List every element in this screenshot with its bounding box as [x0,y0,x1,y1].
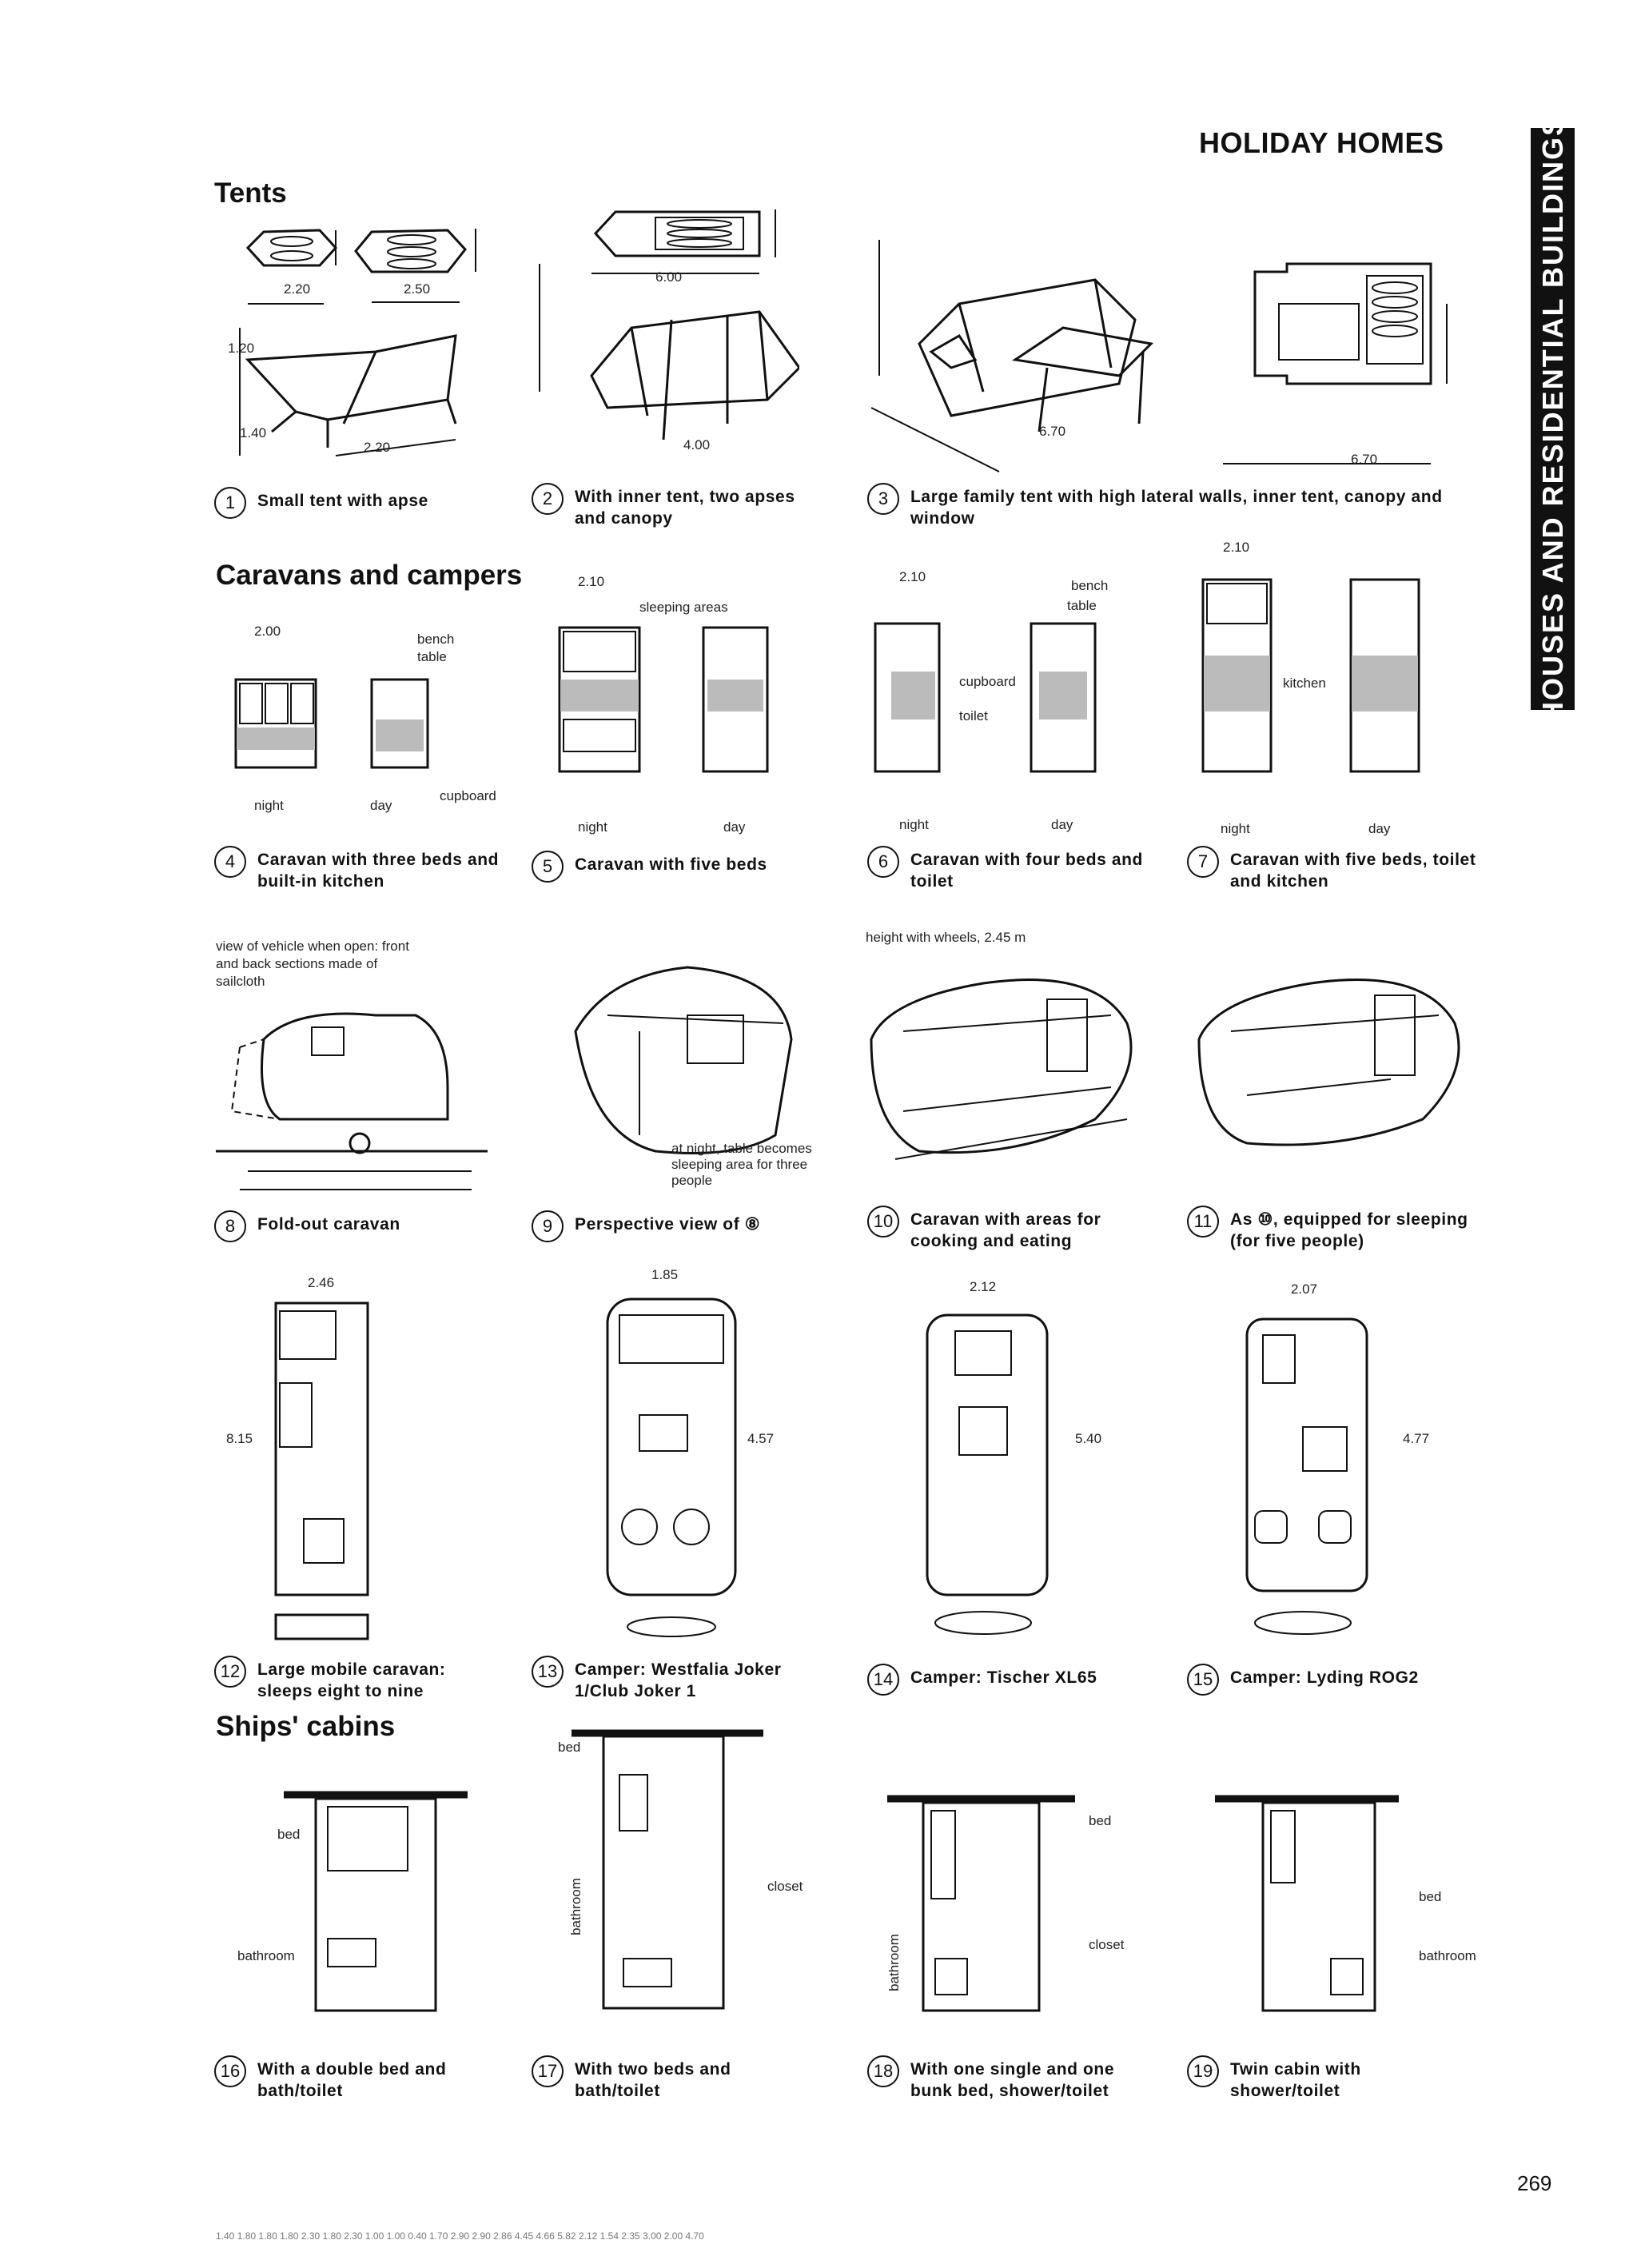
caption-7 [1187,849,1491,892]
dim-label: 1.80 [258,2230,281,2242]
section-ships: Ships' cabins [216,1711,396,1742]
caption-text: Camper: Westfalia Joker 1/Club Joker 1 [575,1660,782,1700]
caption-text: With two beds and bath/toilet [575,2060,731,2100]
day-label: day [370,798,392,813]
section-sidebar [1531,114,1575,723]
caption-text: With one single and one bunk bed, shower/toilet [910,2060,1115,2100]
bathroom-label: bathroom [568,1878,584,1935]
figure-number: 3 [867,483,899,515]
dim-label: 2.30 [344,2230,365,2242]
caption-9 [532,1214,819,1242]
figure-number: 5 [532,851,564,883]
figure-number: 12 [214,1656,246,1688]
figure-number: 16 [214,2055,246,2087]
caption-text: Caravan with five beds [575,855,767,874]
caption-16 [214,2059,478,2102]
caption-text: Caravan with three beds and built-in kitchen [257,851,500,891]
caption-2 [532,486,827,529]
page-number: 269 [1517,2171,1552,2195]
dim-label: 2.20 [364,440,391,455]
figure-number: 18 [867,2055,899,2087]
figure-number: 14 [867,1664,899,1696]
day-label: day [1368,821,1391,836]
caption-text: As ⑩, equipped for sleeping (for five people) [1230,1210,1468,1250]
figure-number: 1 [214,487,246,519]
bathroom-label: bathroom [886,1934,902,1991]
caption-10 [867,1209,1155,1252]
page-title: HOLIDAY HOMES [1199,126,1444,159]
dim-label: 1.20 [228,341,255,356]
figure-number: 19 [1187,2055,1219,2087]
figure-number: 13 [532,1656,564,1688]
closet-label: closet [767,1879,803,1894]
bed-label: bed [277,1827,301,1842]
caption-text: With inner tent, two apses and canopy [575,488,795,528]
dim-label: 1.00 [386,2230,408,2242]
caption-19 [1187,2059,1451,2102]
bench-label: bench [417,632,455,647]
dim-label: 1.80 [322,2230,345,2242]
caption-15 [1187,1667,1459,1696]
ship-cabins-drawing [216,1719,1495,2055]
dim-label: 2.90 [472,2230,494,2242]
table-note: at night, table becomes sleeping area for three people [671,1141,812,1188]
caption-text: With a double bed and bath/toilet [257,2060,447,2100]
dim-label: 1.85 [651,1267,679,1282]
dim-label: 2.00 [663,2230,686,2242]
dim-label: 1.80 [237,2230,259,2242]
dim-label: 2.12 [578,2230,600,2242]
night-label: night [899,817,929,832]
figure-number: 8 [214,1210,246,1242]
dim-label: 0.40 [408,2230,430,2242]
section-tents: Tents [214,177,287,209]
caption-text: Large mobile caravan: sleeps eight to nine [257,1660,446,1700]
dim-label: 4.77 [1403,1431,1430,1446]
caption-17 [532,2059,795,2102]
dim-label: 1.80 [280,2230,301,2242]
caption-6 [867,849,1163,892]
bed-label: bed [1089,1813,1112,1828]
bed-label: bed [558,1740,581,1755]
height-note: height with wheels, 2.45 m [866,930,1026,945]
fold-out-caravan-drawing [216,983,504,1199]
dim-label: 2.10 [899,569,926,584]
dim-label: 6.70 [1039,424,1066,439]
dim-label: 5.40 [1075,1431,1102,1446]
dim-label: 2.50 [404,281,431,297]
caption-text: Camper: Lyding ROG2 [1230,1668,1419,1687]
dim-label: 8.15 [226,1431,253,1446]
caravan-10-drawing [855,951,1159,1191]
bench-label: bench [1071,578,1109,593]
night-label: night [578,819,607,835]
caravan-11-drawing [1183,951,1487,1159]
dim-label: 2.35 [621,2230,643,2242]
figure-number: 2 [532,483,564,515]
dim-label: 5.82 [557,2230,579,2242]
figure-number: 15 [1187,1664,1219,1696]
dim-label: 1.40 [216,2230,237,2242]
figure-number: 11 [1187,1206,1219,1238]
dim-label: 2.20 [284,281,311,297]
caption-text: Perspective view of ⑧ [575,1215,761,1234]
day-label: day [723,819,746,835]
figure-number: 10 [867,1206,899,1238]
fold-note: view of vehicle when open: front and back sections made of sailcloth [216,939,409,989]
closet-label: closet [1089,1937,1125,1952]
night-label: night [254,798,284,813]
tent-2-drawing [528,200,799,472]
caption-text: Caravan with five beds, toilet and kitchen [1230,851,1476,891]
caption-text: Large family tent with high lateral walls, inner tent, canopy and window [910,488,1443,528]
caption-18 [867,2059,1139,2102]
dim-label: 2.86 [493,2230,515,2242]
figure-number: 17 [532,2055,564,2087]
dim-label: 4.57 [747,1431,775,1446]
caption-1 [214,490,478,519]
dim-label: 2.46 [308,1275,335,1290]
toilet-label: toilet [959,708,988,723]
kitchen-label: kitchen [1283,676,1326,691]
figure-number: 6 [867,846,899,878]
dim-label: 2.90 [450,2230,472,2242]
dim-label: 2.00 [254,624,281,639]
caption-text: Fold-out caravan [257,1215,400,1234]
caption-5 [532,854,819,883]
sidebar-title: HOUSES AND RESIDENTIAL BUILDINGS [1535,114,1569,723]
table-label: table [1067,598,1097,613]
dim-label: 1.70 [429,2230,451,2242]
caption-12 [214,1659,486,1702]
bathroom-label: bathroom [237,1948,295,1963]
camper-plans-drawing [216,1279,1495,1655]
figure-number: 4 [214,846,246,878]
caption-text: Twin cabin with shower/toilet [1230,2060,1361,2100]
dimension-values [216,2230,1495,2242]
dim-label: 2.10 [1223,540,1250,555]
dim-label: 2.30 [301,2230,323,2242]
figure-number: 7 [1187,846,1219,878]
caption-3 [867,486,1475,529]
caption-4 [214,849,502,892]
dim-label: 2.07 [1291,1281,1318,1297]
dim-label: 2.12 [970,1279,997,1294]
dim-label: 4.45 [514,2230,536,2242]
dim-label: 4.66 [536,2230,558,2242]
dim-label: 6.70 [1351,452,1378,467]
dim-label: 1.00 [364,2230,387,2242]
perspective-fold-out-drawing [560,943,815,1167]
dim-label: 4.70 [685,2230,704,2242]
sleeping-areas-label: sleeping areas [639,600,728,615]
caption-8 [214,1214,478,1242]
table-label: table [417,649,447,664]
dim-label: 2.10 [578,574,605,589]
night-label: night [1221,821,1250,836]
cupboard-label: cupboard [959,674,1016,689]
tent-3-drawing [855,232,1511,488]
cupboard-label: cupboard [440,788,496,803]
caption-text: Camper: Tischer XL65 [910,1668,1097,1687]
figure-number: 9 [532,1210,564,1242]
day-label: day [1051,817,1073,832]
bed-label: bed [1419,1889,1442,1904]
section-caravans: Caravans and campers [216,560,523,591]
dim-label: 1.40 [240,425,267,440]
caption-text: Small tent with apse [257,492,428,510]
caption-11 [1187,1209,1483,1252]
caption-14 [867,1667,1139,1696]
dim-label: 4.00 [683,437,711,452]
dim-label: 1.54 [599,2230,622,2242]
dim-label: 6.00 [655,269,683,285]
bathroom-label: bathroom [1419,1948,1476,1963]
caption-text: Caravan with areas for cooking and eating [910,1210,1101,1250]
caption-13 [532,1659,803,1702]
caption-text: Caravan with four beds and toilet [910,851,1143,891]
dim-label: 3.00 [643,2230,664,2242]
